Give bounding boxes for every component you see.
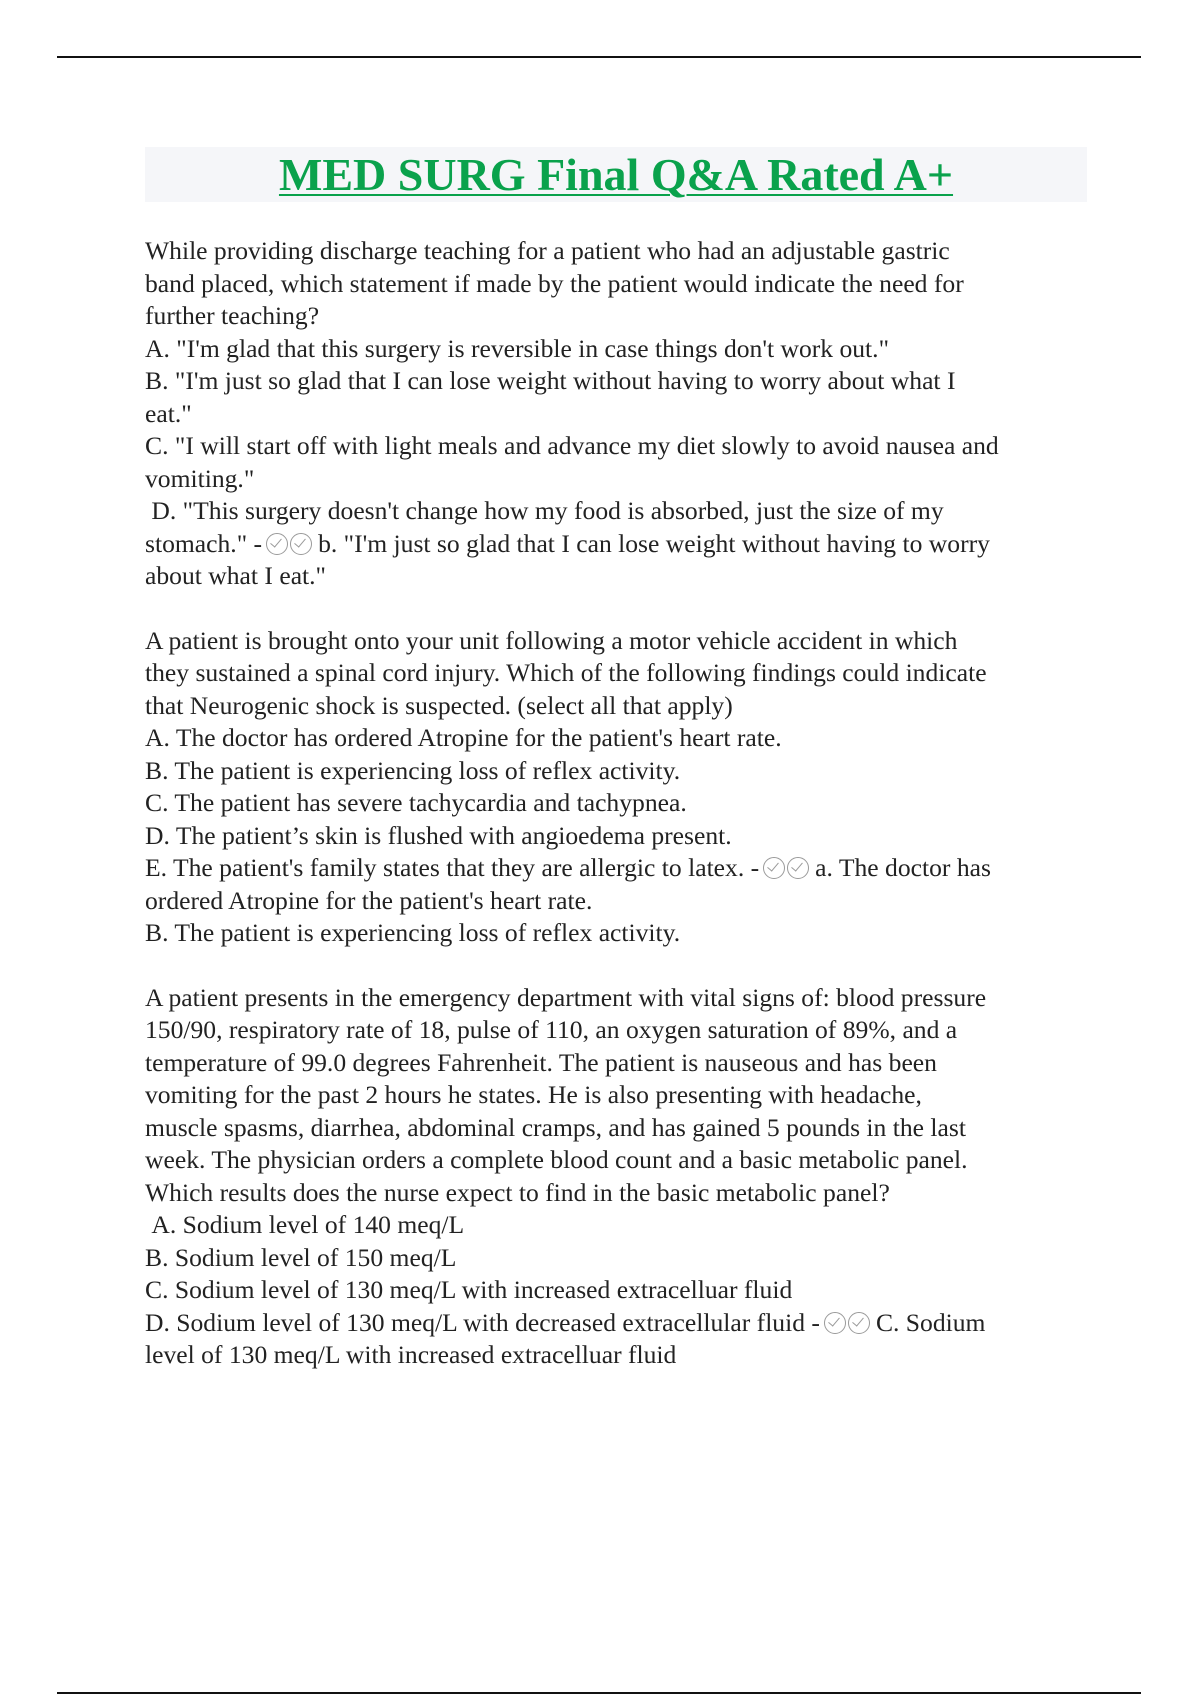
check-circle-icon	[266, 533, 288, 555]
question-block	[145, 625, 1087, 950]
answer-text: C. Sodium	[875, 1307, 986, 1337]
question-line: band placed, which statement if made by the patient would indicate the need for	[145, 268, 964, 298]
question-line: D. "This surgery doesn't change how my food is absorbed, just the size of my	[145, 496, 944, 525]
question-line: B. The patient is experiencing loss of reflex activity.	[145, 755, 681, 785]
document-body	[145, 147, 1087, 1372]
question-line: B. Sodium level of 150 meq/L	[145, 1242, 457, 1272]
question-line: eat."	[145, 398, 192, 428]
question-line: vomiting for the past 2 hours he states. He is also presenting with headache,	[145, 1080, 922, 1109]
question-line: muscle spasms, diarrhea, abdominal cramps, and has gained 5 pounds in the last	[145, 1112, 966, 1142]
answer-lead: D. Sodium level of 130 meq/L with decreased extracellular fluid -	[145, 1307, 820, 1337]
question-line: A patient presents in the emergency department with vital signs of: blood pressure	[145, 982, 987, 1012]
question-line: they sustained a spinal cord injury. Which of the following findings could indicate	[145, 658, 987, 687]
question-line: further teaching?	[145, 301, 320, 330]
answer-line	[145, 1307, 1087, 1340]
check-circle-icon	[848, 1312, 870, 1334]
check-circle-icon	[290, 533, 312, 555]
check-circle-icon	[787, 857, 809, 879]
bottom-rule	[57, 1692, 1141, 1694]
question-line: that Neurogenic shock is suspected. (select all that apply)	[145, 690, 733, 720]
answer-line: B. The patient is experiencing loss of reflex activity.	[145, 918, 681, 947]
double-check-icon	[824, 1307, 872, 1340]
question-block	[145, 235, 1087, 593]
answer-line: level of 130 meq/L with increased extracelluar fluid	[145, 1340, 677, 1369]
answer-lead: stomach." -	[145, 528, 263, 558]
question-line: While providing discharge teaching for a patient who had an adjustable gastric	[145, 236, 950, 265]
question-line: C. The patient has severe tachycardia and tachypnea.	[145, 788, 687, 817]
question-line: temperature of 99.0 degrees Fahrenheit. The patient is nauseous and has been	[145, 1047, 937, 1077]
question-line: A. Sodium level of 140 meq/L	[145, 1210, 465, 1239]
answer-line: about what I eat."	[145, 561, 327, 590]
answer-text: a. The doctor has	[815, 853, 991, 882]
document-title: MED SURG Final Q&A Rated A+	[278, 149, 954, 200]
question-block	[145, 982, 1087, 1372]
question-line: A. "I'm glad that this surgery is reversible in case things don't work out."	[145, 333, 890, 363]
question-line: C. Sodium level of 130 meq/L with increased extracelluar fluid	[145, 1275, 793, 1304]
question-line: B. "I'm just so glad that I can lose weight without having to worry about what I	[145, 366, 956, 395]
check-circle-icon	[763, 857, 785, 879]
title-band	[145, 147, 1087, 202]
question-line: A. The doctor has ordered Atropine for the patient's heart rate.	[145, 723, 782, 752]
answer-line: ordered Atropine for the patient's heart rate.	[145, 885, 593, 915]
question-line: A patient is brought onto your unit following a motor vehicle accident in which	[145, 625, 958, 655]
question-line: vomiting."	[145, 463, 255, 493]
answer-line	[145, 528, 1087, 561]
qa-list	[145, 235, 1087, 1372]
answer-text: b. "I'm just so glad that I can lose weight without having to worry	[318, 528, 990, 558]
top-rule	[57, 56, 1141, 58]
question-line: C. "I will start off with light meals and advance my diet slowly to avoid nausea and	[145, 431, 999, 460]
double-check-icon	[266, 528, 314, 561]
question-line: Which results does the nurse expect to find in the basic metabolic panel?	[145, 1177, 890, 1207]
double-check-icon	[763, 852, 811, 885]
question-line: 150/90, respiratory rate of 18, pulse of 110, an oxygen saturation of 89%, and a	[145, 1015, 958, 1044]
question-line: D. The patient’s skin is flushed with angioedema present.	[145, 820, 732, 850]
answer-line	[145, 852, 1087, 885]
answer-lead: E. The patient's family states that they are allergic to latex. -	[145, 853, 760, 882]
check-circle-icon	[824, 1312, 846, 1334]
question-line: week. The physician orders a complete blood count and a basic metabolic panel.	[145, 1145, 968, 1174]
